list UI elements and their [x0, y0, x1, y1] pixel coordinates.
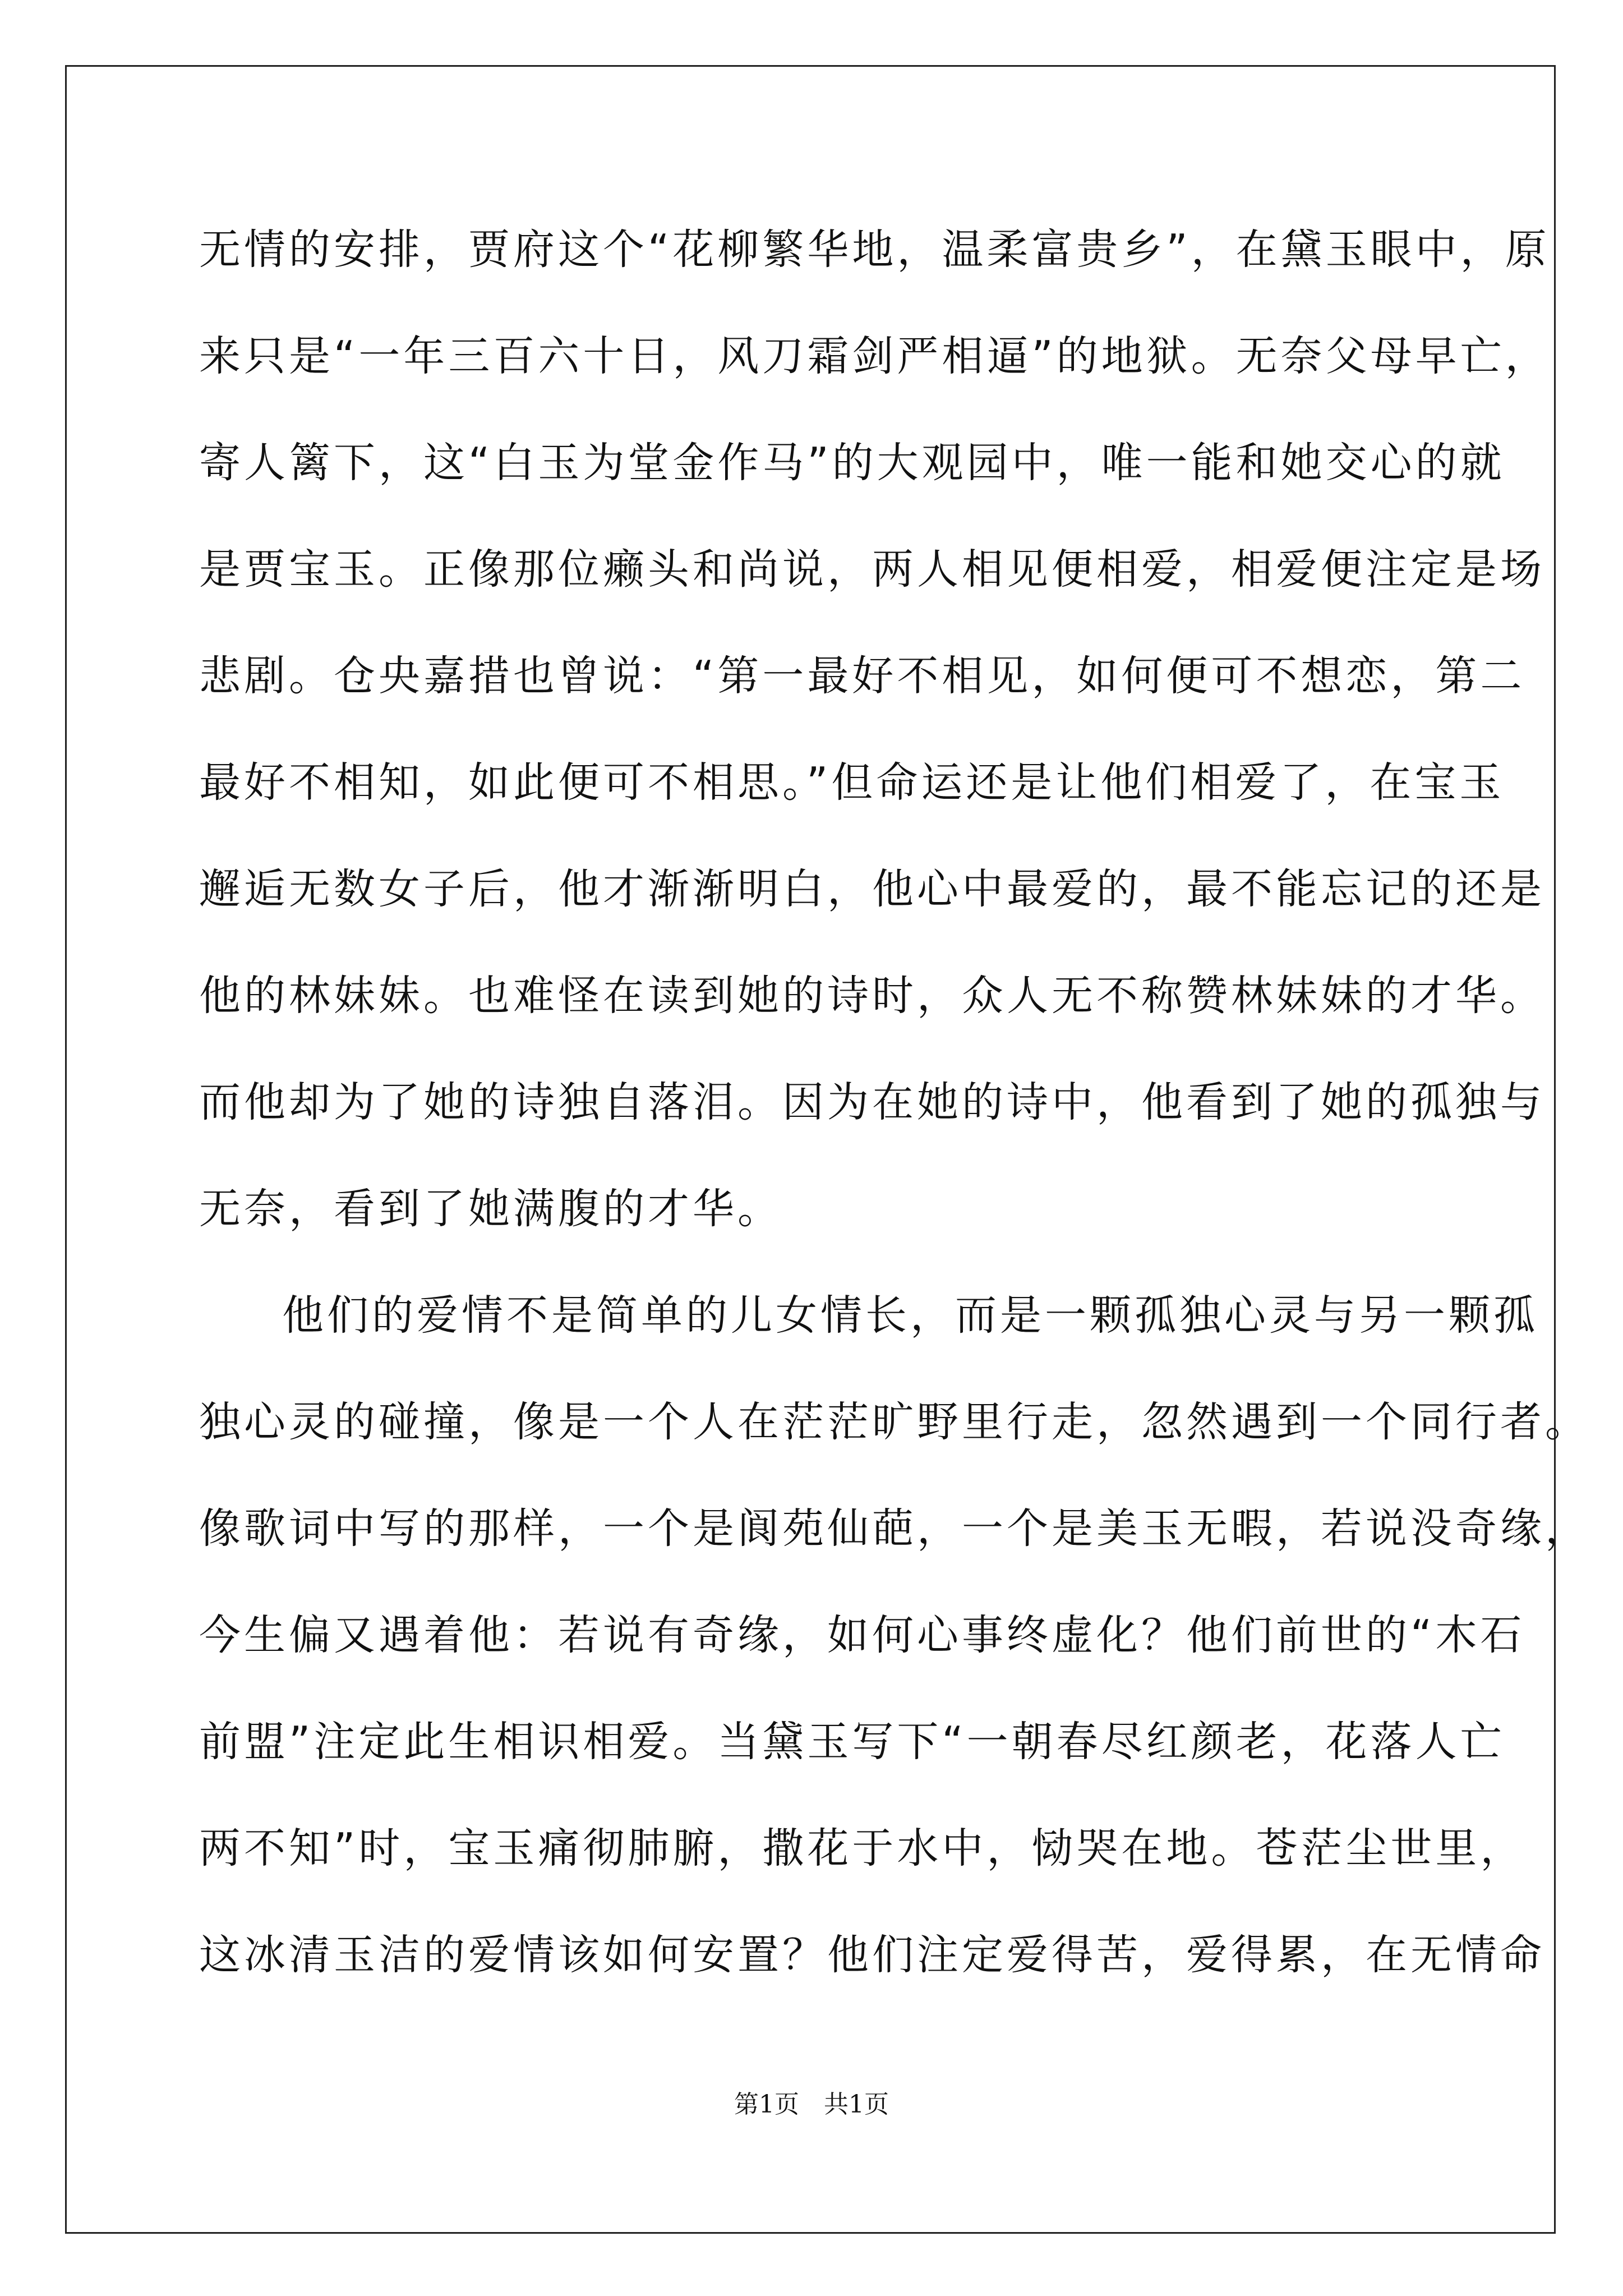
text-line: 邂逅无数女子后，他才渐渐明白，他心中最爱的，最不能忘记的还是 — [199, 865, 1545, 913]
text-line: 这冰清玉洁的爱情该如何安置？他们注定爱得苦，爱得累，在无情命 — [199, 1931, 1545, 1979]
text-line: 他的林妹妹。也难怪在读到她的诗时，众人无不称赞林妹妹的才华。 — [199, 972, 1545, 1020]
document-body — [199, 210, 1590, 2022]
text-line: 前盟”注定此生相识相爱。当黛玉写下“一朝春尽红颜老，花落人亡 — [199, 1718, 1505, 1766]
text-line: 是贾宝玉。正像那位癞头和尚说，两人相见便相爱，相爱便注定是场 — [199, 545, 1545, 593]
text-line: 最好不相知，如此便可不相思。”但命运还是让他们相爱了，在宝玉 — [199, 758, 1505, 807]
text-line: 他们的爱情不是简单的儿女情长，而是一颗孤独心灵与另一颗孤 — [282, 1291, 1538, 1340]
text-line: 无奈，看到了她满腹的才华。 — [199, 1185, 782, 1233]
text-line: 独心灵的碰撞，像是一个人在茫茫旷野里行走，忽然遇到一个同行者。 — [199, 1398, 1590, 1446]
text-line: 像歌词中写的那样，一个是阆苑仙葩，一个是美玉无暇，若说没奇缘， — [199, 1504, 1590, 1553]
text-line: 寄人篱下，这“白玉为堂金作马”的大观园中，唯一能和她交心的就 — [199, 439, 1505, 487]
page-footer: 第1页 共1页 — [734, 2090, 889, 2119]
text-line: 无情的安排，贾府这个“花柳繁华地，温柔富贵乡”，在黛玉眼中，原 — [199, 226, 1550, 274]
text-line: 而他却为了她的诗独自落泪。因为在她的诗中，他看到了她的孤独与 — [199, 1078, 1545, 1126]
text-line: 两不知”时，宝玉痛彻肺腑，撒花于水中，恸哭在地。苍茫尘世里， — [199, 1824, 1525, 1872]
text-line: 悲剧。仓央嘉措也曾说：“第一最好不相见，如何便可不想恋，第二 — [199, 652, 1525, 700]
text-line: 今生偏又遇着他：若说有奇缘，如何心事终虚化？他们前世的“木石 — [199, 1611, 1525, 1659]
text-line: 来只是“一年三百六十日，风刀霜剑严相逼”的地狱。无奈父母早亡， — [199, 332, 1550, 380]
